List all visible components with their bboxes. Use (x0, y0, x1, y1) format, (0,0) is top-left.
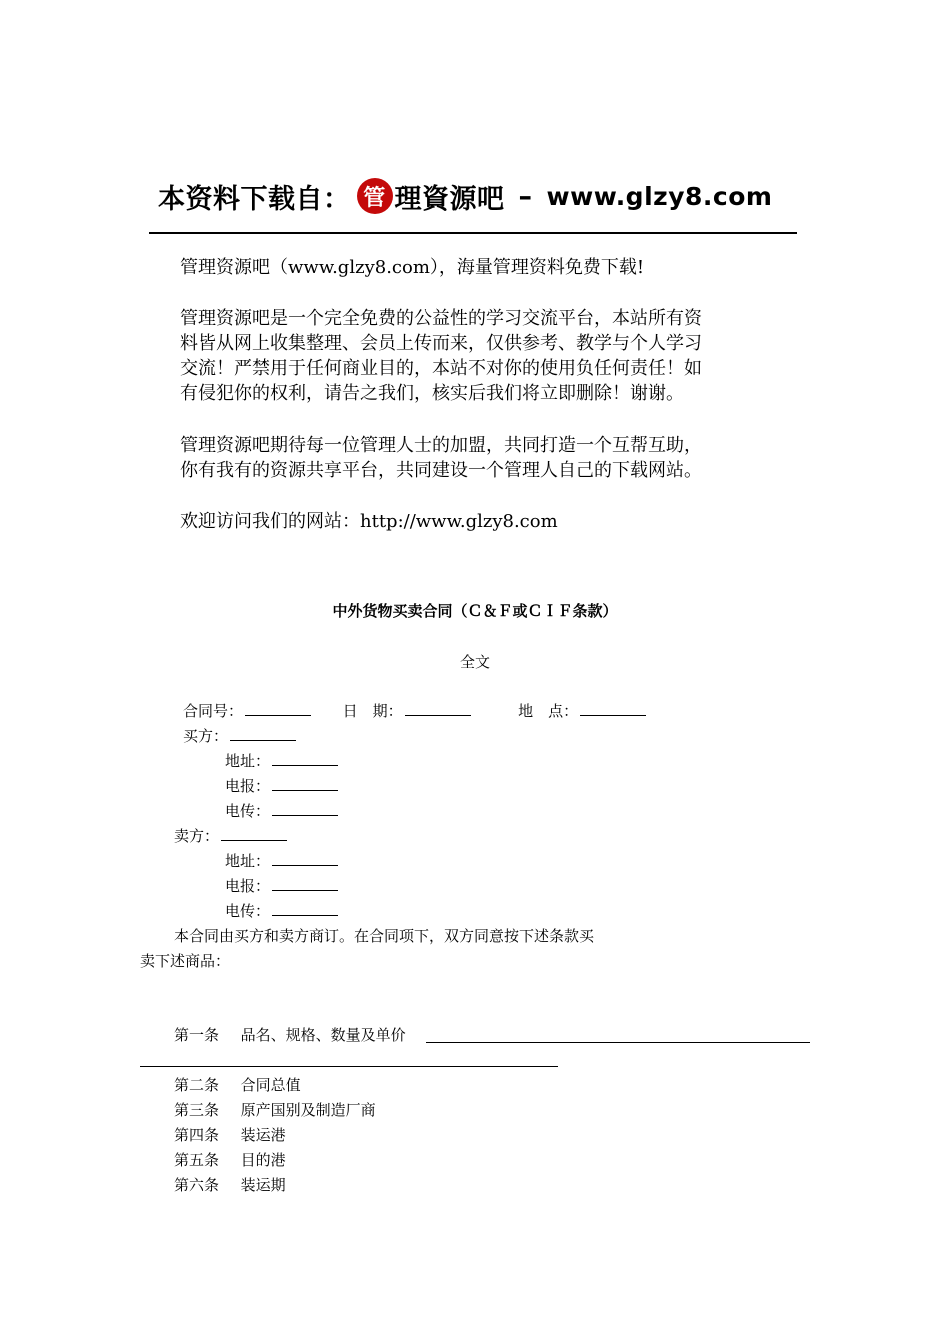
article-text: 原产国别及制造厂商 (240, 1101, 376, 1119)
download-banner (158, 176, 772, 216)
contract-no-label: 合同号： (183, 702, 244, 720)
seller-telegram-field[interactable] (272, 876, 338, 891)
article-row (174, 1150, 286, 1170)
banner-divider (149, 232, 797, 234)
banner-url[interactable]: www.glzy8.com (546, 181, 773, 211)
buyer-telegram-field[interactable] (272, 776, 338, 791)
intro-para-line: 管理资源吧期待每一位管理人士的加盟，共同打造一个互帮互助， (180, 435, 702, 456)
place-field[interactable] (580, 701, 646, 716)
article-number: 第四条 (174, 1126, 220, 1144)
article-number: 第一条 (174, 1026, 220, 1044)
buyer-fax-field[interactable] (272, 801, 338, 816)
article-number: 第六条 (174, 1176, 220, 1194)
buyer-telegram-row (225, 776, 338, 796)
agreement-text: 本合同由买方和卖方商订。在合同项下，双方同意按下述条款买 (174, 927, 595, 945)
seller-address-field[interactable] (272, 851, 338, 866)
buyer-field[interactable] (230, 726, 296, 741)
address-label: 地址： (225, 852, 271, 870)
article-row (174, 1025, 406, 1045)
buyer-label: 买方： (183, 727, 229, 745)
seller-field[interactable] (221, 826, 287, 841)
intro-line: 管理资源吧（www.glzy8.com），海量管理资料免费下载! (180, 257, 645, 278)
telegram-label: 电报： (225, 877, 271, 895)
seller-fax-row (225, 901, 338, 921)
contract-header-row (183, 701, 646, 721)
place-label: 地 点： (518, 702, 579, 720)
contract-no-field[interactable] (245, 701, 311, 716)
banner-dash: – (518, 180, 533, 212)
contract-title: 中外货物买卖合同（Ｃ＆Ｆ或ＣＩＦ条款） (332, 602, 618, 620)
intro-para-line: 有侵犯你的权利，请告之我们，核实后我们将立即删除！谢谢。 (180, 383, 684, 404)
seller-row (174, 826, 287, 846)
article-text: 装运期 (240, 1176, 286, 1194)
article-1-fill-line[interactable] (426, 1042, 810, 1043)
article-text: 装运港 (240, 1126, 286, 1144)
visit-website-line[interactable]: 欢迎访问我们的网站：http://www.glzy8.com (180, 511, 558, 532)
contract-subtitle: 全文 (459, 653, 490, 671)
article-row (174, 1125, 286, 1145)
article-row (174, 1075, 301, 1095)
intro-para-line: 料皆从网上收集整理、会员上传而来，仅供参考、教学与个人学习 (180, 333, 702, 354)
article-text: 目的港 (240, 1151, 286, 1169)
site-logo-icon: 管 (357, 178, 393, 214)
article-text: 合同总值 (240, 1076, 301, 1094)
article-row (174, 1100, 376, 1120)
seller-address-row (225, 851, 338, 871)
seller-label: 卖方： (174, 827, 220, 845)
agreement-text-cont: 卖下述商品： (140, 952, 231, 970)
seller-telegram-row (225, 876, 338, 896)
banner-prefix: 本资料下载自： (158, 183, 351, 215)
date-field[interactable] (405, 701, 471, 716)
buyer-address-row (225, 751, 338, 771)
intro-para-line: 你有我有的资源共享平台，共同建设一个管理人自己的下载网站。 (180, 460, 702, 481)
buyer-row (183, 726, 296, 746)
article-row (174, 1175, 286, 1195)
article-1-fill-line-cont[interactable] (140, 1066, 558, 1067)
article-number: 第五条 (174, 1151, 220, 1169)
intro-para-line: 管理资源吧是一个完全免费的公益性的学习交流平台，本站所有资 (180, 308, 702, 329)
article-number: 第二条 (174, 1076, 220, 1094)
article-number: 第三条 (174, 1101, 220, 1119)
telegram-label: 电报： (225, 777, 271, 795)
intro-para-line: 交流！严禁用于任何商业目的，本站不对你的使用负任何责任！如 (180, 358, 702, 379)
seller-fax-field[interactable] (272, 901, 338, 916)
address-label: 地址： (225, 752, 271, 770)
fax-label: 电传： (225, 902, 271, 920)
date-label: 日 期： (342, 702, 403, 720)
banner-site-name: 理資源吧 (394, 183, 505, 215)
fax-label: 电传： (225, 802, 271, 820)
article-text: 品名、规格、数量及单价 (240, 1026, 406, 1044)
buyer-fax-row (225, 801, 338, 821)
buyer-address-field[interactable] (272, 751, 338, 766)
